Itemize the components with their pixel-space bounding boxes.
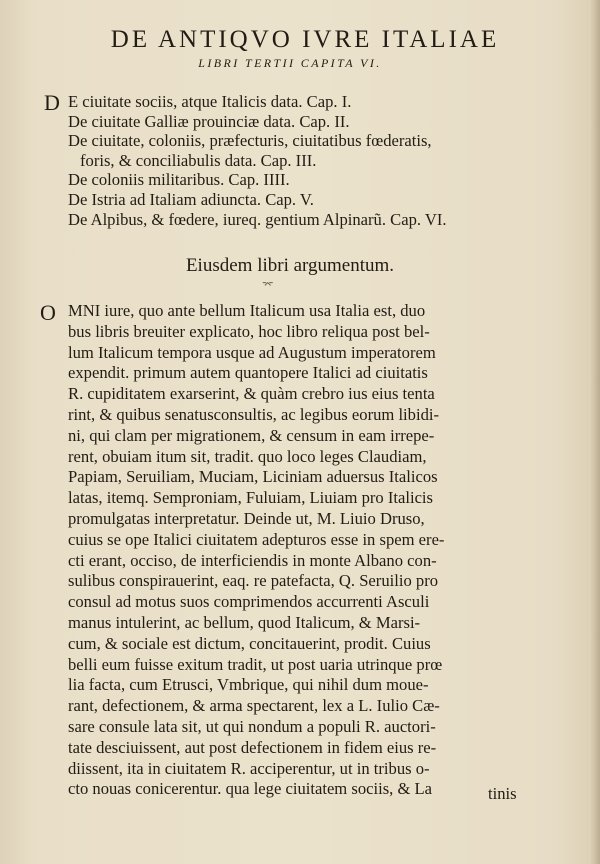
text-line: diissent, ita in ciuitatem R. acciperentur, ut in tribus o- bbox=[68, 758, 430, 778]
running-title: DE ANTIQVO IVRE ITALIAE bbox=[110, 26, 500, 53]
text-line: sulibus conspirauerint, eaq. re patefacta, Q. Seruilio pro bbox=[68, 571, 439, 591]
ornament-mark: ⌤ bbox=[262, 280, 274, 291]
text-line: promulgatas interpretatur. Deinde ut, M. Liuio Druso, bbox=[68, 508, 425, 528]
text-line: ni, qui clam per migrationem, & censum in eam irrepe- bbox=[68, 425, 435, 445]
text-line: tate desciuissent, aut post defectionem in fidem eius re- bbox=[68, 737, 437, 757]
text-line: bus libris breuiter explicato, hoc libro reliqua post bel- bbox=[68, 321, 430, 341]
chapter-entry: E ciuitate sociis, atque Italicis data. Cap. I. bbox=[68, 92, 352, 111]
text-line: MNI iure, quo ante bellum Italicum usa Italia est, duo bbox=[68, 301, 426, 320]
text-line: latas, itemq. Semproniam, Fuluiam, Liuiam pro Italicis bbox=[68, 488, 433, 508]
text-line: consul ad motus suos comprimendos accurrenti Asculi bbox=[68, 592, 430, 612]
chapter-entry: De Alpibus, & fœdere, iureq. gentium Alpinarũ. Cap. VI. bbox=[68, 209, 447, 229]
text-line: expendit. primum autem quantopere Italici ad ciuitatis bbox=[68, 363, 428, 383]
section-heading: Eiusdem libri argumentum. bbox=[185, 255, 395, 276]
catchword: tinis bbox=[488, 784, 517, 803]
text-line: cuius se ope Italici ciuitatem adepturos esse in spem ere- bbox=[68, 529, 445, 549]
argument-paragraph bbox=[68, 301, 538, 800]
page-edge-shadow bbox=[590, 0, 600, 864]
text-line: rint, & quibus senatusconsultis, ac legibus eorum libidi- bbox=[68, 404, 440, 424]
body-initial-letter: O bbox=[40, 300, 56, 325]
chapter-entry: foris, & conciliabulis data. Cap. III. bbox=[80, 150, 317, 170]
running-subtitle: LIBRI TERTII CAPITA VI. bbox=[198, 56, 382, 70]
text-line: cto nouas conicerentur. qua lege ciuitatem sociis, & La bbox=[68, 779, 433, 799]
text-line: R. cupiditatem exarserint, & quàm crebro ius eius tenta bbox=[68, 384, 435, 404]
text-line: cum, & sociale est dictum, concitauerint, prodit. Cuius bbox=[68, 633, 431, 653]
chapter-entry: De ciuitate Galliæ prouinciæ data. Cap. II. bbox=[68, 111, 350, 131]
chapter-entry: De Istria ad Italiam adiuncta. Cap. V. bbox=[68, 189, 314, 209]
text-line: belli eum fuisse exitum tradit, ut post uaria utrinque prœ bbox=[68, 654, 443, 674]
text-line: Papiam, Seruiliam, Muciam, Liciniam aduersus Italicos bbox=[68, 467, 438, 487]
chapter-list bbox=[68, 92, 538, 229]
text-line: manus intulerint, ac bellum, quod Italicum, & Marsi- bbox=[68, 612, 421, 632]
text-line: sare consule lata sit, ut qui nondum a populi R. auctori- bbox=[68, 716, 436, 736]
text-line: lia facta, cum Etrusci, Vmbrique, qui nihil dum moue- bbox=[68, 675, 429, 695]
text-line: cti erant, occiso, de interficiendis in monte Albano con- bbox=[68, 550, 437, 570]
chapter-entry: De ciuitate, coloniis, præfecturis, ciuitatibus fœderatis, bbox=[68, 131, 432, 151]
chapter-entry: De coloniis militaribus. Cap. IIII. bbox=[68, 170, 290, 190]
text-line: rant, defectionem, & arma spectarent, lex a L. Iulio Cæ- bbox=[68, 696, 440, 716]
toc-initial-letter: D bbox=[44, 90, 60, 115]
text-line: lum Italicum tempora usque ad Augustum imperatorem bbox=[68, 342, 436, 362]
text-line: rent, obuiam itum sit, tradit. quo loco leges Claudiam, bbox=[68, 446, 427, 466]
